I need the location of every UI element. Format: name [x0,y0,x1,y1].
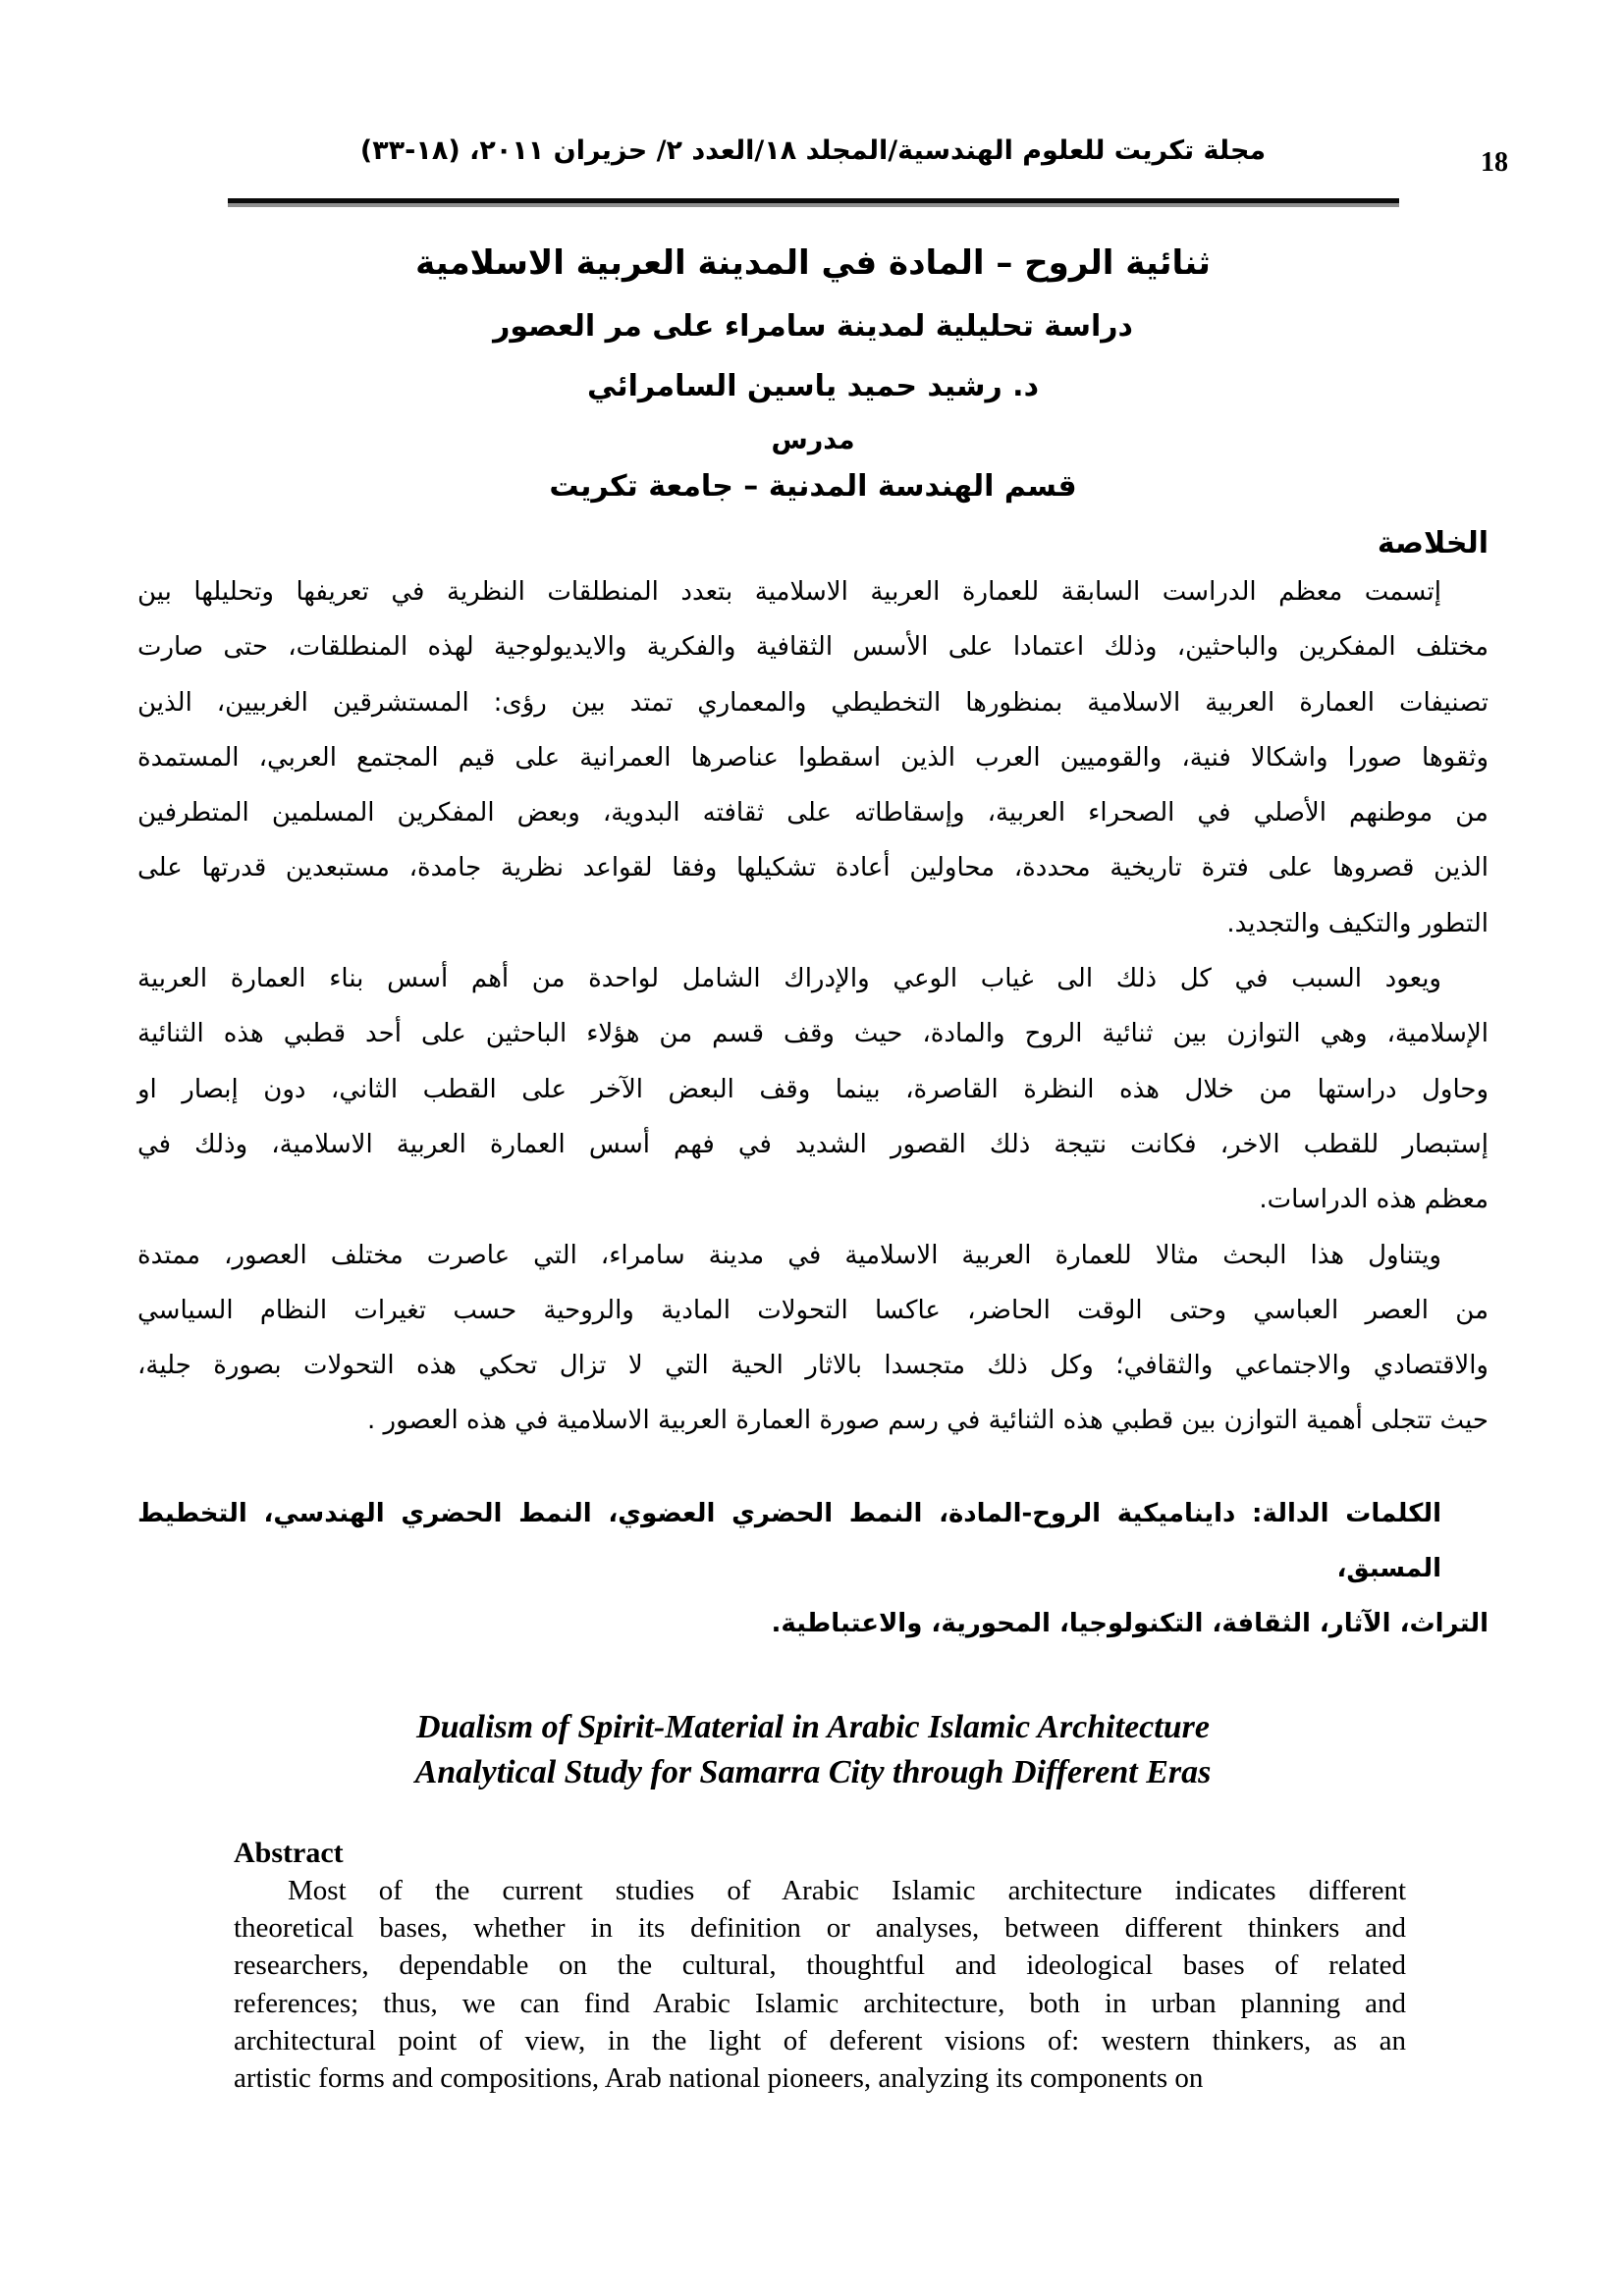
text-line: إتسمت معظم الدراست السابقة للعمارة العربية الاسلامية بتعدد المنطلقات النظرية في تعريفها وتحليلها بين [137,577,1441,607]
text-line: التراث، الآثار، الثقافة، التكنولوجيا، المحورية، والاعتباطية. [771,1609,1489,1639]
abstract-arabic-heading: الخلاصة [1377,526,1489,561]
author-name: د. رشيد حميد ياسين السامرائي [587,369,1039,403]
text-line: researchers, dependable on the cultural, thoughtful and ideological bases of related [234,1949,1406,1982]
text-line: التطور والتكيف والتجديد. [1226,908,1489,938]
abstract-arabic-paragraph-2 [137,951,1489,1227]
article-title-english-line2: Analytical Study for Samarra City through Different Eras [414,1753,1212,1790]
article-subtitle-arabic: دراسة تحليلية لمدينة سامراء على مر العصور [493,309,1133,344]
text-line: references; thus, we can find Arabic Islamic architecture, both in urban planning and [234,1987,1406,2019]
text-line: والاقتصادي والاجتماعي والثقافي؛ وكل ذلك متجسدا بالاثار الحية التي لا تزال تحكي هذه التحولات بصورة جلية، [137,1351,1489,1381]
abstract-arabic-paragraph-3 [137,1228,1489,1449]
author-affiliation: قسم الهندسة المدنية – جامعة تكريت [549,469,1077,504]
text-line: Most of the current studies of Arabic Islamic architecture indicates different [288,1874,1406,1906]
text-line: تصنيفات العمارة العربية الاسلامية بمنظورها التخطيطي والمعماري تمتد بين رؤى: المستشرقين الغربيين، الذين [137,687,1489,718]
abstract-arabic-paragraph-1 [137,564,1489,951]
text-line: من موطنهم الأصلي في الصحراء العربية، وإسقاطاته على ثقافته البدوية، وبعض المفكرين المسلمين المتطرفين [137,798,1489,828]
article-title-english-line1: Dualism of Spirit-Material in Arabic Islamic Architecture [416,1708,1210,1745]
article-title-arabic: ثنائية الروح – المادة في المدينة العربية الاسلامية [415,243,1211,283]
text-line: إستبصار للقطب الاخر، فكانت نتيجة ذلك القصور الشديد في فهم أسس العمارة العربية الاسلامية، وذلك في [137,1129,1489,1159]
author-position: مدرس [771,425,855,455]
text-line: من العصر العباسي وحتى الوقت الحاضر، عاكسا التحولات المادية والروحية حسب تغيرات النظام السياسي [137,1295,1489,1325]
text-line: معظم هذه الدراسات. [1259,1185,1489,1215]
header-divider-gray-line [228,203,1399,207]
text-line: وثقوها صورا واشكالا فنية، والقوميين العرب الذين اسقطوا عناصرها العمرانية على قيم المجتمع العربي، المستمدة [137,742,1489,773]
text-line: ويتناول هذا البحث مثالا للعمارة العربية الاسلامية في مدينة سامراء، التي عاصرت مختلف العصور، ممتدة [137,1240,1441,1270]
text-line: الذين قصروها على فترة تاريخية محددة، محاولين أعادة تشكيلها وفقا لقواعد نظرية جامدة، مستبعدين قدرتها على [137,853,1489,883]
text-line: مختلف المفكرين والباحثين، وذلك اعتمادا على الأسس الثقافية والفكرية والايديولوجية لهذه المنطلقات، حتى صارت [137,632,1489,663]
header-divider [228,198,1399,207]
text-line: architectural point of view, in the light of deferent visions of: western thinkers, as an [234,2024,1406,2056]
keywords-arabic [137,1486,1489,1652]
text-line: theoretical bases, whether in its definition or analyses, between different thinkers and [234,1911,1406,1944]
abstract-english-section [234,1835,1406,2098]
journal-header-line: مجلة تكريت للعلوم الهندسية/المجلد ١٨/العدد ٢/ حزيران ٢٠١١، (١٨-٣٣) [359,135,1267,166]
text-line: حيث تتجلى أهمية التوازن بين قطبي هذه الثنائية في رسم صورة العمارة العربية الاسلامية في هذه العصور . [367,1406,1489,1436]
text-line: ويعود السبب في كل ذلك الى غياب الوعي والإدراك الشامل لواحدة من أهم أسس بناء العمارة العربية [137,964,1441,994]
abstract-english-heading: Abstract [234,1836,344,1869]
text-line: artistic forms and compositions, Arab national pioneers, analyzing its components on [234,2062,1204,2095]
text-line: الإسلامية، وهي التوازن بين ثنائية الروح والمادة، حيث وقف قسم من هؤلاء الباحثين على أحد قطبي هذه الثنائية [137,1019,1489,1049]
text-line: الكلمات الدالة: دايناميكية الروح-المادة، النمط الحضري العضوي، النمط الحضري الهندسي، التخطيط المسبق، [137,1498,1441,1584]
text-line: وحاول دراستها من خلال هذه النظرة القاصرة، بينما وقف البعض الآخر على القطب الثاني، دون إبصار او [137,1074,1489,1104]
page-content [137,132,1489,2097]
page-number: 18 [1481,147,1508,178]
abstract-english-paragraph [234,1872,1406,2098]
